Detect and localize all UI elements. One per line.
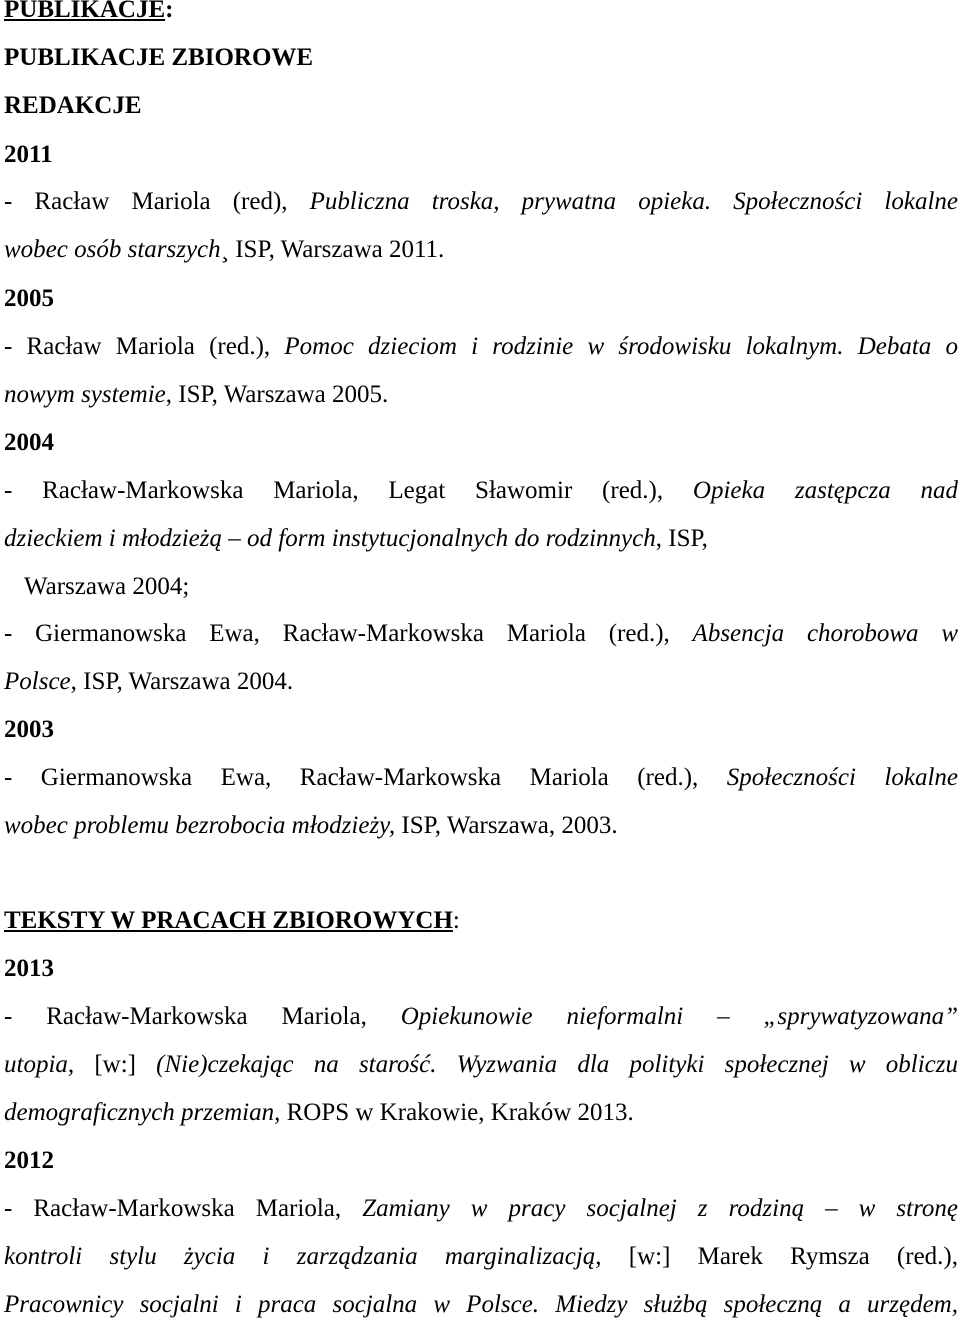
entry-2011-title1: Publiczna troska, prywatna opieka. Społeczności lokalne [309,188,958,215]
entry-2003-line1 [4,763,958,793]
entry-2005-line1 [4,332,958,362]
entry-2003-line2 [4,811,958,841]
entry-2011-title2: wobec osób starszych [4,236,221,263]
entry-2005-line2 [4,380,958,410]
entry-2013-in: [w:] [74,1051,157,1078]
entry-2013-line2 [4,1050,958,1080]
entry-2013-title1: Opiekunowie nieformalni – „sprywatyzowana” [400,1003,958,1030]
entry-2011-line2 [4,235,958,265]
section-title-teksty [4,906,958,936]
entry-2004a-line1 [4,476,958,506]
entry-2013-title4: demograficznych przemian [4,1099,275,1126]
entry-2004a-title1: Opieka zastępcza nad [692,477,958,504]
year-2005: 2005 [4,285,54,312]
entry-2004b-publisher: , ISP, Warszawa 2004. [70,668,294,695]
entry-2011-publisher: ¸ ISP, Warszawa 2011. [220,236,445,263]
main-heading [4,0,958,25]
entry-2012-title3: Pracownicy socjalni i praca socjalna w Polsce. Miedzy służbą społeczną a urzędem, [4,1291,958,1318]
entry-2013-publisher: , ROPS w Krakowie, Kraków 2013. [274,1099,634,1126]
section-title-zbiorowe: PUBLIKACJE ZBIOROWE [4,44,314,71]
entry-2004a-publisher: , ISP, [655,525,708,552]
year-2011: 2011 [4,141,53,168]
section-title-teksty-colon: : [452,907,460,934]
year-2004: 2004 [4,429,54,456]
entry-2005-title1: Pomoc dzieciom i rodzinie w środowisku lokalnym. Debata o [284,333,959,360]
entry-2012-title1: Zamiany w pracy socjalnej z rodziną – w stronę [362,1195,958,1222]
year-2003: 2003 [4,716,54,743]
entry-2003-title2: wobec problemu bezrobocia młodzieży, [4,812,396,839]
year-2012: 2012 [4,1147,54,1174]
entry-2004b-line2 [4,667,958,697]
entry-2004a-authors: - Racław-Markowska Mariola, Legat Sławomir (red.), [4,477,693,504]
entry-2003-title1: Społeczności lokalne [726,764,958,791]
entry-2004b-authors: - Giermanowska Ewa, Racław-Markowska Mariola (red.), [4,620,693,647]
entry-2004a-line3: Warszawa 2004; [24,573,190,600]
entry-2013-title2: utopia, [4,1051,75,1078]
entry-2012-authors: - Racław-Markowska Mariola, [4,1195,363,1222]
section-title-teksty-text: TEKSTY W PRACACH ZBIOROWYCH [4,907,453,934]
entry-2011-line1 [4,187,958,217]
entry-2004b-title2: Polsce [4,668,71,695]
entry-2005-authors: - Racław Mariola (red.), [4,333,285,360]
entry-2004b-line1 [4,619,958,649]
year-2013: 2013 [4,955,54,982]
entry-2012-in: , [w:] Marek Rymsza (red.), [595,1243,958,1270]
main-heading-text: PUBLIKACJE [4,0,166,23]
entry-2012-line2 [4,1242,958,1272]
main-heading-colon: : [165,0,174,23]
entry-2004a-title2: dzieckiem i młodzieżą – od form instytucjonalnych do rodzinnych [4,525,656,552]
entry-2013-line1 [4,1002,958,1032]
entry-2012-line1 [4,1194,958,1224]
entry-2004b-title1: Absencja chorobowa w [692,620,958,647]
entry-2012-line3 [4,1290,958,1320]
entry-2005-title2: nowym systemie [4,381,166,408]
entry-2003-publisher: ISP, Warszawa, 2003. [395,812,618,839]
entry-2005-publisher: , ISP, Warszawa 2005. [165,381,389,408]
entry-2013-line3 [4,1098,958,1128]
entry-2004a-line2 [4,524,958,554]
entry-2013-title3: (Nie)czekając na starość. Wyzwania dla polityki społecznej w obliczu [156,1051,959,1078]
entry-2012-title2: kontroli stylu życia i zarządzania marginalizacją [4,1243,596,1270]
subsection-title-redakcje: REDAKCJE [4,92,142,119]
entry-2011-authors: - Racław Mariola (red), [4,188,310,215]
entry-2013-authors: - Racław-Markowska Mariola, [4,1003,401,1030]
entry-2003-authors: - Giermanowska Ewa, Racław-Markowska Mariola (red.), [4,764,727,791]
